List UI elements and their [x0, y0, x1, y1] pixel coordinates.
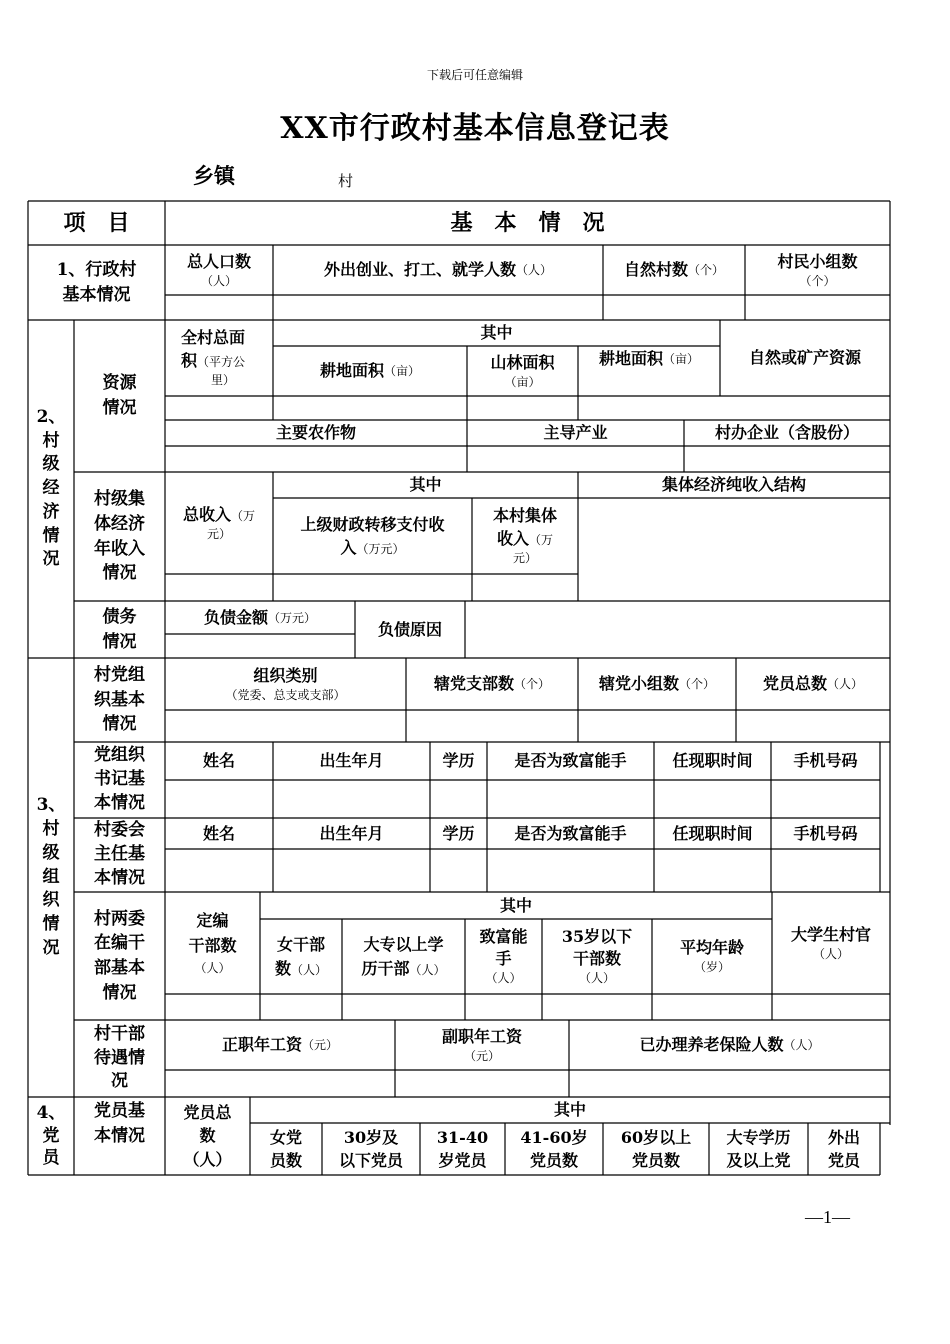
sec-edu-label: 学历 — [442, 751, 475, 770]
town-label: 乡镇 — [193, 163, 235, 188]
main-wage-label: 正职年工资 （元） — [221, 1035, 339, 1054]
over60-members-label: 60岁以上 党员数 — [620, 1127, 692, 1170]
villager-groups-label: 村民小组数 （个） — [777, 251, 858, 288]
farmland-label-2: 耕地面积 （亩） — [598, 349, 700, 368]
total-area-label: 全村总面 积（平方公 里） — [181, 328, 246, 387]
sec-phone-label: 手机号码 — [793, 751, 858, 770]
header-note: 下载后可任意编辑 — [426, 68, 523, 82]
dir-tenure-label: 任现职时间 — [672, 823, 753, 843]
migrant-label: 外出创业、打工、就学人数 （人） — [323, 260, 553, 279]
secretary-label: 党组织 书记基 本情况 — [94, 745, 145, 813]
dir-phone-label: 手机号码 — [793, 823, 858, 843]
total-population-label: 总人口数 （人） — [186, 251, 251, 288]
debt-amount-label: 负债金额 （万元） — [203, 607, 317, 627]
sec-rich-label: 是否为致富能手 — [514, 751, 627, 770]
col-item-header: 项 目 — [63, 209, 130, 236]
outgoing-members-label: 外出 党员 — [827, 1127, 860, 1170]
lead-industry-label: 主导产业 — [543, 423, 608, 442]
section4-label: 4、 党 员 — [36, 1102, 66, 1169]
party-org-label: 村党组 织基本 情况 — [94, 665, 145, 735]
page-title: XX市行政村基本信息登记表 — [280, 111, 670, 146]
student-official-label: 大学生村官 （人） — [790, 924, 871, 961]
qizhong-label: 其中 — [480, 323, 513, 342]
under35-cadres-label: 35岁以下 干部数 （人） — [561, 926, 633, 986]
member-total-label: 党员总 数 （人） — [183, 1103, 232, 1169]
debt-reason-label: 负债原因 — [377, 619, 442, 639]
cadre-qizhong-label: 其中 — [499, 895, 532, 915]
village-label: 村 — [338, 172, 354, 190]
section3-label: 3、 村 级 组 织 情 况 — [36, 795, 66, 958]
resources-label: 资源 情况 — [102, 373, 137, 418]
dir-birth-label: 出生年月 — [319, 823, 384, 843]
age41-60-members-label: 41-60岁 党员数 — [520, 1127, 588, 1170]
main-crops-label: 主要农作物 — [275, 423, 356, 442]
average-age-label: 平均年龄 （岁） — [679, 938, 744, 975]
income-structure-label: 集体经济纯收入结构 — [661, 475, 806, 494]
sec-tenure-label: 任现职时间 — [672, 751, 753, 770]
director-label: 村委会 主任基 本情况 — [94, 820, 145, 888]
female-cadres-label: 女干部 数（人） — [274, 935, 328, 978]
under30-members-label: 30岁及 以下党员 — [338, 1127, 403, 1170]
age31-40-members-label: 31-40 岁党员 — [436, 1127, 489, 1170]
forest-label: 山林面积 （亩） — [490, 352, 555, 389]
quota-label: 定编 干部数 （人） — [188, 910, 237, 975]
party-members-label: 党员总数 （人） — [762, 674, 864, 693]
sec-name-label: 姓名 — [202, 751, 235, 770]
college-members-label: 大专学历 及以上党 — [726, 1127, 791, 1170]
natural-resources-label: 自然或矿产资源 — [748, 348, 861, 367]
village-collective-income-label: 本村集体 收入（万 元） — [492, 506, 557, 565]
income-qizhong-label: 其中 — [409, 475, 442, 494]
section1-label: 1、行政村 基本情况 — [56, 259, 137, 305]
branches-label: 辖党支部数 （个） — [433, 674, 551, 693]
section2-label: 2、 村 级 经 济 情 况 — [36, 406, 66, 570]
female-members-label: 女党 员数 — [269, 1127, 302, 1170]
college-cadres-label: 大专以上学 历干部（人） — [361, 935, 446, 978]
col-basic-header: 基 本 情 况 — [450, 209, 605, 236]
member-qizhong-label: 其中 — [553, 1100, 586, 1119]
natural-villages-label: 自然村数 （个） — [623, 260, 725, 279]
dir-name-label: 姓名 — [202, 823, 235, 843]
rich-cadres-label: 致富能 手 （人） — [479, 926, 528, 986]
vice-wage-label: 副职年工资 （元） — [441, 1026, 522, 1063]
page-number: —1— — [805, 1207, 850, 1227]
pension-label: 已办理养老保险人数 （人） — [639, 1035, 820, 1054]
village-enterprise-label: 村办企业（含股份） — [714, 423, 859, 442]
sec-birth-label: 出生年月 — [319, 751, 384, 770]
cadre-pay-label: 村干部 待遇情 况 — [94, 1023, 145, 1092]
total-income-label: 总收入（万 元） — [182, 504, 256, 541]
farmland-label-1: 耕地面积 （亩） — [319, 361, 421, 380]
dir-rich-label: 是否为致富能手 — [514, 823, 627, 843]
cadre-label: 村两委 在编干 部基本 情况 — [94, 908, 145, 1003]
collective-income-label: 村级集 体经济 年收入 情况 — [94, 489, 145, 584]
debt-label: 债务 情况 — [102, 606, 137, 652]
party-groups-label: 辖党小组数 （个） — [598, 674, 716, 693]
org-type-label: 组织类别 （党委、总支或支部） — [225, 665, 346, 702]
transfer-income-label: 上级财政转移支付收 入（万元） — [300, 514, 445, 557]
dir-edu-label: 学历 — [442, 823, 475, 843]
member-basic-label: 党员基 本情况 — [94, 1101, 145, 1146]
